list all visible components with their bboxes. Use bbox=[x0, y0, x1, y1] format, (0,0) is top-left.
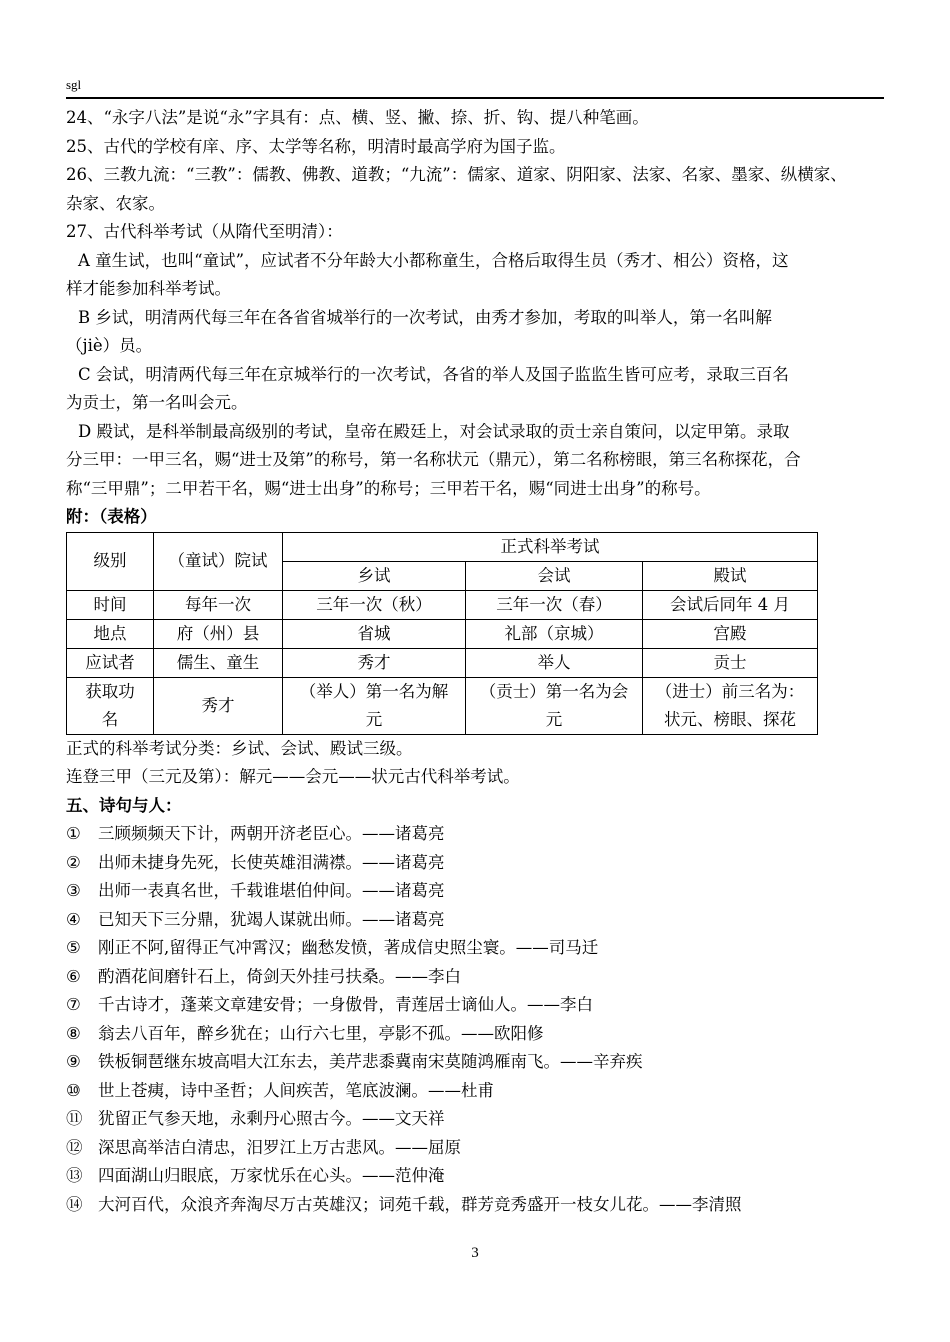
item-27-c-line1: C 会试，明清两代每三年在京城举行的一次考试，各省的举人及国子监监生皆可应考，录取三百名 bbox=[78, 364, 789, 384]
exam-table bbox=[66, 532, 818, 735]
poem-text: 已知天下三分鼎，犹竭人谋就出师。——诸葛亮 bbox=[98, 909, 445, 929]
item-27-c-line2: 为贡士，第一名叫会元。 bbox=[66, 393, 248, 412]
item-27-a-line2: 样才能参加科举考试。 bbox=[66, 279, 231, 298]
table-cell bbox=[67, 677, 154, 734]
cell-line: （贡士）第一名为会 bbox=[479, 681, 629, 701]
item-26-line1: 26、三教九流：“三教”：儒教、佛教、道教；“九流”：儒家、道家、阴阳家、法家、名家、墨家、纵横家、 bbox=[66, 165, 847, 184]
table-row bbox=[67, 619, 818, 648]
table-cell bbox=[283, 677, 466, 734]
poem-text: 大河百代，众浪齐奔淘尽万古英雄汉；词苑千载，群芳竞秀盛开一枝女儿花。——李清照 bbox=[98, 1194, 742, 1214]
poem-list bbox=[66, 820, 894, 1219]
item-24: 24、“永字八法”是说“永”字具有：点、横、竖、撇、捺、折、钩、提八种笔画。 bbox=[66, 108, 649, 127]
cell-line: 元 bbox=[545, 709, 563, 729]
poem-text: 铁板铜琶继东坡高唱大江东去，美芹悲黍冀南宋莫随鸿雁南飞。——辛弃疾 bbox=[98, 1052, 643, 1071]
cell-line: 获取功 bbox=[85, 681, 135, 701]
document-body bbox=[66, 104, 894, 1219]
poem-text: 千古诗才，蓬莱文章建安骨；一身傲骨，青莲居士谪仙人。——李白 bbox=[98, 995, 593, 1014]
table-header-huishi: 会试 bbox=[466, 561, 643, 590]
table-header-level: 级别 bbox=[67, 532, 154, 590]
item-27-b-line2: （jiè）员。 bbox=[66, 336, 153, 355]
list-number: ⑬ bbox=[66, 1166, 83, 1185]
appendix-title: 附：（表格） bbox=[66, 507, 157, 526]
list-item bbox=[66, 1077, 894, 1106]
list-item bbox=[66, 1048, 894, 1077]
table-header-tongshi: （童试）院试 bbox=[154, 532, 283, 590]
table-cell: 宫殿 bbox=[643, 619, 818, 648]
table-cell: 省城 bbox=[283, 619, 466, 648]
section-title: 五、诗句与人： bbox=[66, 795, 182, 815]
list-number: ④ bbox=[66, 909, 81, 929]
list-number: ⑥ bbox=[66, 966, 81, 986]
table-cell: 贡士 bbox=[643, 648, 818, 677]
list-item bbox=[66, 963, 894, 992]
list-item bbox=[66, 1162, 894, 1191]
list-item bbox=[66, 1134, 894, 1163]
list-item bbox=[66, 906, 894, 935]
page-header-label: sgl bbox=[66, 77, 82, 92]
list-number: ⑩ bbox=[66, 1080, 81, 1100]
after-table-line1: 正式的科举考试分类：乡试、会试、殿试三级。 bbox=[66, 738, 413, 758]
table-row bbox=[67, 677, 818, 734]
table-header-xiangshi: 乡试 bbox=[283, 561, 466, 590]
list-number: ⑦ bbox=[66, 995, 81, 1014]
cell-line: 元 bbox=[365, 709, 383, 729]
cell-line: （进士）前三名为： bbox=[655, 681, 805, 701]
list-item bbox=[66, 1105, 894, 1134]
table-header-row bbox=[67, 532, 818, 561]
table-cell: 三年一次（春） bbox=[466, 590, 643, 619]
poem-text: 深思高举洁白清忠，汨罗江上万古悲风。——屈原 bbox=[98, 1137, 461, 1157]
table-cell: 会试后同年 4 月 bbox=[643, 590, 818, 619]
poem-text: 酌酒花间磨针石上，倚剑天外挂弓扶桑。——李白 bbox=[98, 966, 461, 986]
item-27-d-line2: 分三甲：一甲三名，赐“进士及第”的称号，第一名称状元（鼎元），第二名称榜眼，第三名称探花，合 bbox=[66, 450, 801, 469]
table-cell: 秀才 bbox=[154, 677, 283, 734]
table-cell: 举人 bbox=[466, 648, 643, 677]
item-25: 25、古代的学校有庠、序、太学等名称，明清时最高学府为国子监。 bbox=[66, 136, 566, 156]
list-item bbox=[66, 1191, 894, 1220]
cell-line: 状元、榜眼、探花 bbox=[664, 709, 796, 729]
cell-line: 名 bbox=[101, 709, 119, 729]
list-number: ⑤ bbox=[66, 938, 81, 957]
table-row bbox=[67, 590, 818, 619]
list-number: ② bbox=[66, 852, 81, 872]
after-table-line2: 连登三甲（三元及第）：解元——会元——状元古代科举考试。 bbox=[66, 767, 520, 786]
list-item bbox=[66, 849, 894, 878]
item-27: 27、古代科举考试（从隋代至明清）： bbox=[66, 222, 343, 241]
table-cell: 应试者 bbox=[67, 648, 154, 677]
item-26-line2: 杂家、农家。 bbox=[66, 193, 165, 213]
table-cell: 每年一次 bbox=[154, 590, 283, 619]
item-27-a-line1: A 童生试，也叫“童试”，应试者不分年龄大小都称童生，合格后取得生员（秀才、相公）资格，这 bbox=[78, 250, 789, 270]
list-item bbox=[66, 934, 894, 963]
page-number: 3 bbox=[471, 1245, 479, 1261]
table-cell bbox=[466, 677, 643, 734]
poem-text: 世上苍痍，诗中圣哲；人间疾苦，笔底波澜。——杜甫 bbox=[98, 1080, 494, 1100]
table-cell: 秀才 bbox=[283, 648, 466, 677]
poem-text: 犹留正气参天地，永剩丹心照古今。——文天祥 bbox=[98, 1109, 445, 1128]
item-27-d-line1: D 殿试，是科举制最高级别的考试，皇帝在殿廷上，对会试录取的贡士亲自策问，以定甲第。录取 bbox=[78, 421, 790, 441]
poem-text: 出师一表真名世，千载谁堪伯仲间。——诸葛亮 bbox=[98, 881, 445, 900]
list-number: ⑫ bbox=[66, 1137, 83, 1157]
list-item bbox=[66, 877, 894, 906]
list-number: ① bbox=[66, 824, 81, 843]
list-number: ⑧ bbox=[66, 1023, 81, 1043]
cell-line: （举人）第一名为解 bbox=[299, 681, 449, 701]
poem-text: 四面湖山归眼底，万家忧乐在心头。——范仲淹 bbox=[98, 1166, 445, 1185]
poem-text: 刚正不阿,留得正气冲霄汉；幽愁发愤，著成信史照尘寰。——司马迁 bbox=[98, 938, 599, 957]
table-header-dianshi: 殿试 bbox=[643, 561, 818, 590]
list-number: ⑪ bbox=[66, 1109, 83, 1128]
table-cell: 府（州）县 bbox=[154, 619, 283, 648]
table-cell: 时间 bbox=[67, 590, 154, 619]
list-item bbox=[66, 820, 894, 849]
table-header-formal: 正式科举考试 bbox=[283, 532, 818, 561]
table-cell: 礼部（京城） bbox=[466, 619, 643, 648]
table-cell: 地点 bbox=[67, 619, 154, 648]
list-item bbox=[66, 991, 894, 1020]
table-cell: 儒生、童生 bbox=[154, 648, 283, 677]
table-row bbox=[67, 648, 818, 677]
table-cell: 三年一次（秋） bbox=[283, 590, 466, 619]
poem-text: 翁去八百年，醉乡犹在；山行六七里，亭影不孤。——欧阳修 bbox=[98, 1023, 544, 1043]
poem-text: 出师未捷身先死，长使英雄泪满襟。——诸葛亮 bbox=[98, 852, 445, 872]
list-item bbox=[66, 1020, 894, 1049]
list-number: ⑭ bbox=[66, 1194, 83, 1214]
header-rule bbox=[66, 97, 884, 99]
item-27-b-line1: B 乡试，明清两代每三年在各省省城举行的一次考试，由秀才参加，考取的叫举人，第一名叫解 bbox=[78, 307, 772, 327]
poem-text: 三顾频频天下计，两朝开济老臣心。——诸葛亮 bbox=[98, 824, 445, 843]
list-number: ③ bbox=[66, 881, 81, 900]
table-cell bbox=[643, 677, 818, 734]
item-27-d-line3: 称“三甲鼎”；二甲若干名，赐“进士出身”的称号；三甲若干名，赐“同进士出身”的称号。 bbox=[66, 478, 711, 498]
list-number: ⑨ bbox=[66, 1052, 81, 1071]
